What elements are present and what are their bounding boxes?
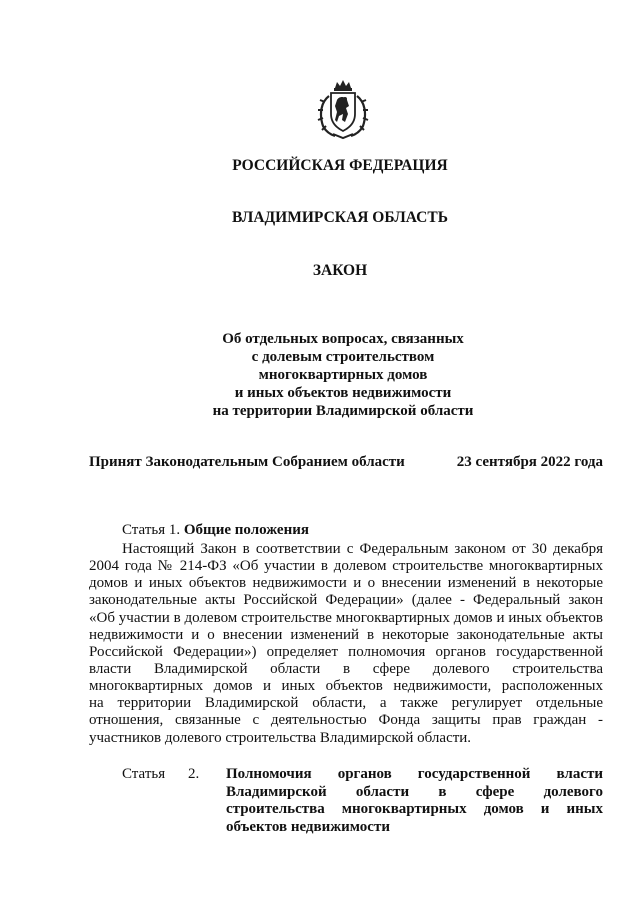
- article-2-number: 2.: [188, 766, 200, 782]
- paragraph-line: «Об участии в долевом строительстве многоквартирных домов и иных объектов: [89, 609, 603, 626]
- document-type-heading: ЗАКОН: [312, 262, 368, 279]
- paragraph-line: законодательные акты Российской Федерации» (далее - Федеральный закон: [89, 592, 603, 609]
- law-title-line: многоквартирных домов: [258, 367, 428, 383]
- article-2-title-line: объектов недвижимости: [226, 818, 390, 835]
- law-title-line: на территории Владимирской области: [212, 403, 474, 419]
- law-title-line: с долевым строительством: [251, 349, 435, 365]
- article-2-title-line: строительства многоквартирных домов и иных: [226, 801, 603, 817]
- vladimir-oblast-coat-of-arms-icon: [315, 78, 371, 140]
- paragraph-line: власти Владимирской области в сфере долевого строительства: [89, 660, 603, 677]
- adoption-date: 23 сентября 2022 года: [456, 454, 603, 470]
- article-1-title: Общие положения: [183, 522, 309, 538]
- law-title: [0, 330, 640, 420]
- article-1-body: [89, 541, 603, 747]
- law-title-line: и иных объектов недвижимости: [234, 385, 452, 401]
- paragraph-line: отношения, связанные с деятельностью Фонда защиты прав граждан -: [89, 712, 603, 729]
- paragraph-line: Российской Федерации») определяет полномочия органов государственной: [89, 643, 603, 660]
- paragraph-line: участников долевого строительства Владимирской области.: [89, 729, 472, 746]
- law-title-line: Об отдельных вопросах, связанных: [222, 331, 464, 347]
- paragraph-line: недвижимости и о внесении изменений в некоторые законодательные акты: [89, 626, 603, 643]
- article-2-title-line: Полномочия органов государственной власти: [226, 766, 603, 782]
- paragraph-line: многоквартирных домов и иных объектов недвижимости, расположенных: [89, 678, 603, 695]
- article-2-title-line: Владимирской области в сфере долевого: [226, 783, 603, 800]
- adoption-line: [89, 454, 603, 471]
- region-heading: ВЛАДИМИРСКАЯ ОБЛАСТЬ: [232, 209, 448, 226]
- article-1-prefix: Статья 1.: [122, 522, 184, 538]
- article-2-title: [226, 766, 603, 836]
- paragraph-line: на территории Владимирской области, а также регулирует отдельные: [89, 695, 603, 712]
- article-2-label: Статья: [122, 766, 166, 782]
- country-heading: РОССИЙСКАЯ ФЕДЕРАЦИЯ: [232, 157, 448, 174]
- article-1-heading: [122, 522, 309, 539]
- adoption-label: Принят Законодательным Собранием области: [89, 454, 405, 470]
- paragraph-line: домов и иных объектов недвижимости и о внесении изменений в некоторые: [89, 575, 603, 592]
- paragraph-line: Настоящий Закон в соответствии с Федеральным законом от 30 декабря: [122, 541, 603, 557]
- paragraph-line: 2004 года № 214-ФЗ «Об участии в долевом строительстве многоквартирных: [89, 558, 603, 575]
